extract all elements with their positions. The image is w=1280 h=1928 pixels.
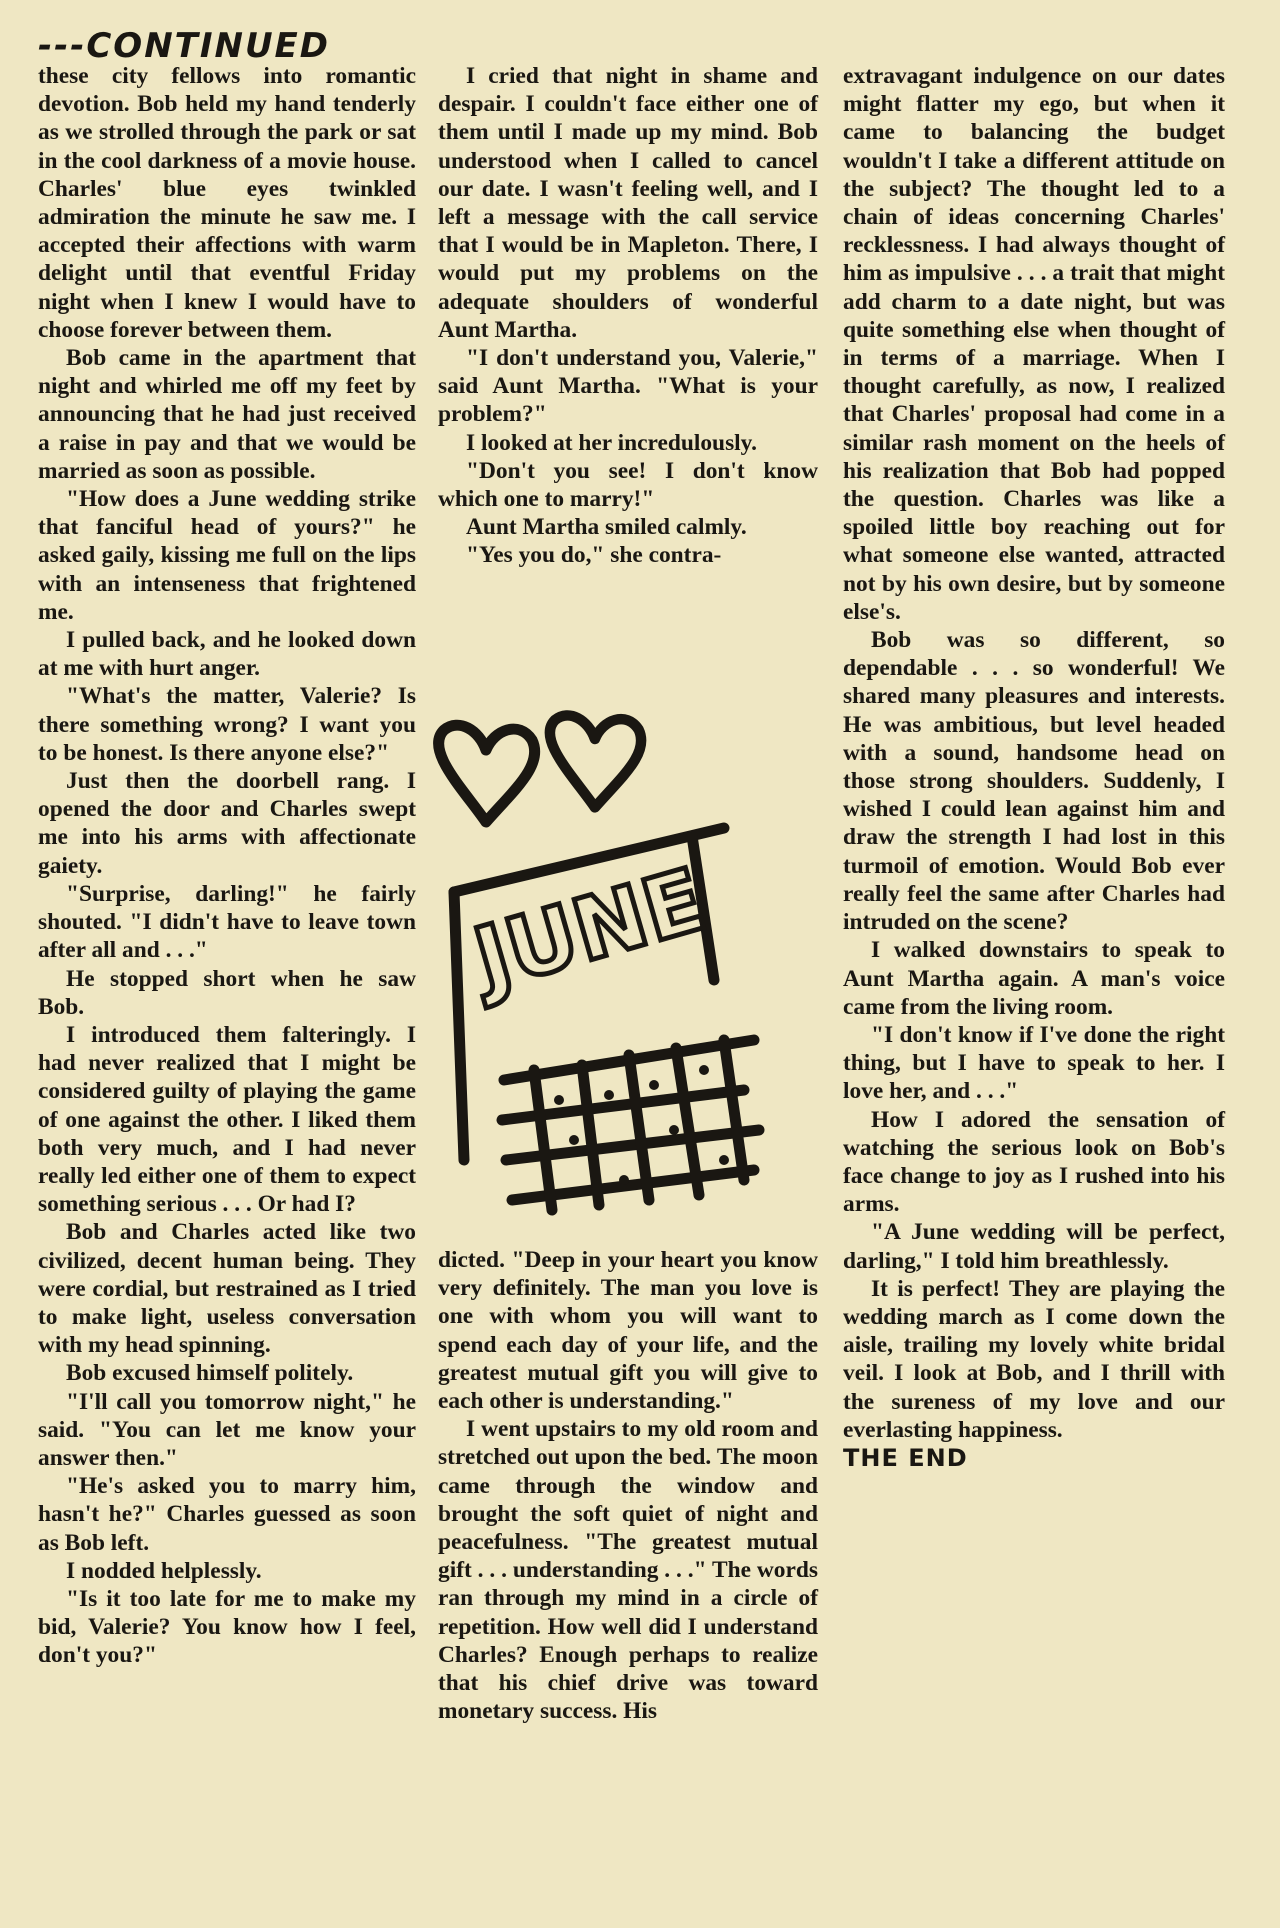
column-right (843, 62, 1225, 1472)
paragraph: I introduced them falteringly. I had never realized that I might be considered guilty of playing the game of one against the other. I liked them both very much, and I had never really led either one of them to expect something serious . . . Or had I? (38, 1021, 416, 1218)
june-calendar-illustration (424, 660, 834, 1240)
paragraph: "I don't know if I've done the right thing, but I have to speak to her. I love her, and . . ." (843, 1021, 1225, 1105)
the-end-label: THE END (843, 1443, 968, 1472)
paragraph: He stopped short when he saw Bob. (38, 965, 416, 1020)
paragraph: I cried that night in shame and despair. I couldn't face either one of them until I made up my mind. Bob understood when I called to cancel our date. I wasn't feeling well, and I left a message with the call service that I would be in Mapleton. There, I would put my problems on the adequate shoulders of wonderful Aunt Martha. (438, 63, 818, 343)
heart-icon (550, 715, 641, 807)
paragraph: It is perfect! They are playing the wedding march as I come down the aisle, trailing my lovely white bridal veil. I look at Bob, and I thrill with the sureness of my love and our everlasting happiness. (843, 1275, 1225, 1443)
paragraph: I went upstairs to my old room and stretched out upon the bed. The moon came through the window and brought the soft quiet of night and peacefulness. "The greatest mutual gift . . . understanding . . ." The words ran through my mind in a circle of repetition. How well did I understand Charles? Enough perhaps to realize that his chief drive was toward monetary success. His (438, 1416, 818, 1725)
heart-icon (439, 725, 535, 822)
paragraph: Bob was so different, so dependable . . . so wonderful! We shared many pleasures and interests. He was ambitious, but level headed with a sound, handsome head on those strong shoulders. Suddenly, I wished I could lean against him and draw the strength I had lost in this turmoil of emotion. Would Bob ever really feel the same after Charles had intruded on the scene? (843, 627, 1225, 936)
paragraph: Aunt Martha smiled calmly. (466, 514, 747, 541)
paragraph: I looked at her incredulously. (466, 429, 757, 456)
paragraph: I walked downstairs to speak to Aunt Martha again. A man's voice came from the living room. (843, 937, 1225, 1020)
paragraph: "How does a June wedding strike that fanciful head of yours?" he asked gaily, kissing me full on the lips with an intenseness that frightened me. (38, 486, 416, 625)
paragraph: "I don't understand you, Valerie," said Aunt Martha. "What is your problem?" (438, 345, 818, 428)
paragraph: "I'll call you tomorrow night," he said. "You can let me know your answer then." (38, 1388, 416, 1471)
paragraph: extravagant indulgence on our dates might flatter my ego, but when it came to balancing the budget wouldn't I take a different attitude on the subject? The thought led to a chain of ideas concerning Charles' recklessness. I had always thought of him as impulsive . . . a trait that might add charm to a date night, but was quite something else when thought of in terms of a marriage. When I thought carefully, as now, I realized that Charles' proposal had come in a similar rash moment on the heels of his realization that Bob had popped the question. Charles was like a spoiled little boy reaching out for what someone else wanted, attracted not by his own desire, but by someone else's. (843, 63, 1225, 625)
paragraph: I pulled back, and he looked down at me with hurt anger. (38, 627, 416, 682)
paragraph: "Don't you see! I don't know which one to marry!" (438, 457, 818, 513)
calendar-hearts-drawing (424, 660, 834, 1240)
paragraph: these city fellows into romantic devotion. Bob held my hand tenderly as we strolled through the park or sat in the cool darkness of a movie house. Charles' blue eyes twinkled admiration the minute he saw me. I accepted their affections with warm delight until that eventful Friday night when I knew I would have to choose forever between them. (38, 63, 416, 343)
paragraph: "A June wedding will be perfect, darling," I told him breathlessly. (843, 1219, 1225, 1274)
paragraph: "What's the matter, Valerie? Is there something wrong? I want you to be honest. Is there anyone else?" (38, 683, 416, 766)
column-middle-bottom (438, 1246, 818, 1725)
paragraph: "Yes you do," she contra- (466, 542, 722, 569)
paragraph: "Surprise, darling!" he fairly shouted. "I didn't have to leave town after all and . . ." (38, 880, 416, 964)
column-left (38, 62, 416, 1670)
column-middle-top (438, 62, 818, 570)
paragraph: Bob came in the apartment that night and whirled me off my feet by announcing that he had just received a raise in pay and that we would be married as soon as possible. (38, 345, 416, 484)
paragraph: Bob and Charles acted like two civilized, decent human being. They were cordial, but restrained as I tried to make light, useless conversation with my head spinning. (38, 1219, 416, 1359)
paragraph: Bob excused himself politely. (66, 1360, 354, 1387)
calendar-month-label: JUNE (464, 849, 716, 1011)
continued-header: ---CONTINUED (38, 26, 330, 66)
paragraph: I nodded helplessly. (66, 1557, 262, 1584)
paragraph: How I adored the sensation of watching the serious look on Bob's face change to joy as I rushed into his arms. (843, 1106, 1225, 1218)
paragraph: dicted. "Deep in your heart you know very definitely. The man you love is one with whom you will want to spend each day of your life, and the greatest mutual gift you will give to each other is understanding." (438, 1247, 818, 1415)
paragraph: "He's asked you to marry him, hasn't he?" Charles guessed as soon as Bob left. (38, 1473, 416, 1556)
paragraph: "Is it too late for me to make my bid, Valerie? You know how I feel, don't you?" (38, 1585, 416, 1669)
paragraph: Just then the doorbell rang. I opened the door and Charles swept me into his arms with affectionate gaiety. (38, 768, 416, 879)
